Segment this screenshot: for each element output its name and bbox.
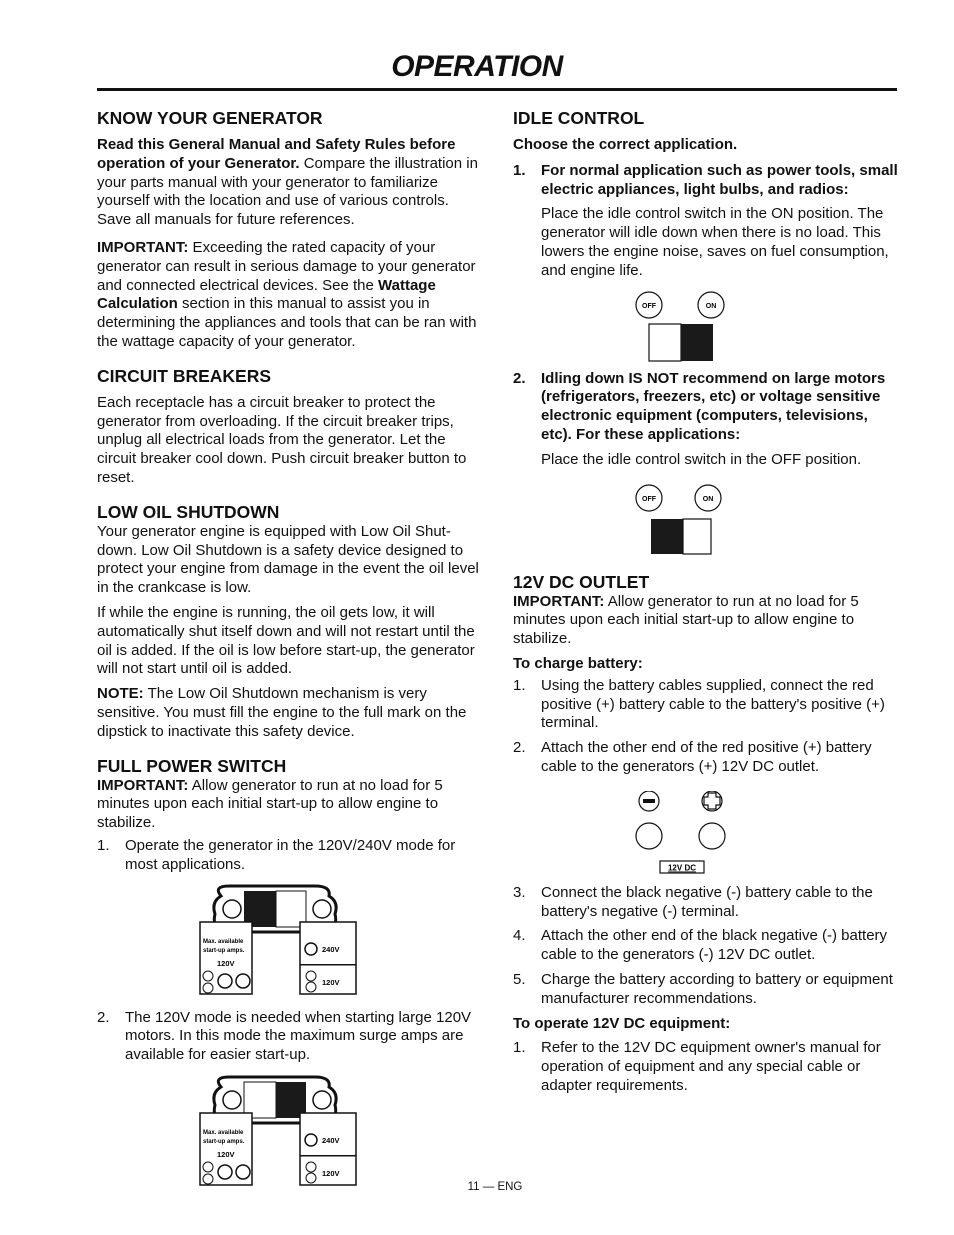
- panel-120v-b: 120V: [322, 977, 340, 987]
- outlet-icon: [306, 982, 316, 992]
- item-number: 2.: [97, 1008, 110, 1026]
- idle-switch-on-diagram: [634, 290, 734, 362]
- dc-paragraph: [513, 593, 901, 649]
- item-number: 2.: [513, 739, 526, 757]
- panel-120v: 120V: [217, 958, 235, 968]
- fullpower-heading: FULL POWER SWITCH: [97, 755, 287, 776]
- fullpower-paragraph: [97, 777, 482, 833]
- circuit-paragraph: Each receptacle has a circuit breaker to protect the generator from overloading. If the circuit breaker trips, unplug all electrical loads from the generator. Let the circuit breaker cool down. Push circuit breaker button to reset.: [97, 393, 467, 486]
- twist-lock-outlet-icon: [236, 974, 250, 988]
- item-number: 2.: [513, 369, 526, 387]
- know-p1-bold: Read this General Manual and Safety Rules before operation of your Generator.: [97, 136, 456, 172]
- outlet-icon: [306, 971, 316, 981]
- item-number: 4.: [513, 927, 526, 945]
- item-text: Connect the black negative (-) battery cable to the battery's negative (-) terminal.: [541, 883, 873, 920]
- outlet-icon: [203, 983, 213, 993]
- screw-icon: [313, 1091, 331, 1109]
- off-label: OFF: [642, 495, 656, 503]
- know-paragraph-2: [97, 239, 482, 352]
- item-text: Operate the generator in the 120V/240V mode for most applications.: [125, 836, 456, 873]
- fullpower-item-2: [97, 1009, 482, 1065]
- item-number: 5.: [513, 970, 526, 988]
- twist-lock-outlet-icon: [218, 1165, 232, 1179]
- know-heading: KNOW YOUR GENERATOR: [97, 108, 323, 128]
- item-number: 1.: [513, 161, 526, 179]
- dc-item-4: [513, 927, 901, 965]
- idle-sub: Choose the correct application.: [513, 136, 738, 153]
- wattage-calc-link: Wattage Calculation: [97, 276, 436, 313]
- dc-outlet-diagram: [634, 791, 734, 875]
- panel-label-2: start-up amps.: [203, 947, 245, 954]
- item-number: 1.: [97, 836, 110, 854]
- dc-item-2: [513, 739, 901, 777]
- full-power-switch-diagram-1: [199, 884, 359, 999]
- dc-sub-1: To charge battery:: [513, 654, 643, 672]
- dc-item-1: [513, 677, 901, 733]
- on-label: ON: [705, 302, 717, 310]
- item-text: Using the battery cables supplied, connect the red positive (+) battery cable to the battery's positive (+) terminal.: [541, 676, 885, 732]
- positive-dc-outlet-icon: [699, 823, 725, 849]
- idle-item-1-text: Place the idle control switch in the ON position. The generator will idle down when there is no load. This lowers the engine noise, saves on fuel consumption, and engine life.: [541, 205, 889, 279]
- right-column: [513, 108, 901, 1096]
- outlet-icon: [203, 971, 213, 981]
- dc-badge: 12V DC: [667, 863, 697, 873]
- page-footer: 11 — ENG: [467, 1181, 523, 1193]
- panel-240v: 240V: [322, 944, 340, 954]
- fullpower-item-1: [97, 837, 482, 875]
- lowoil-heading: LOW OIL SHUTDOWN: [97, 501, 280, 522]
- item-number: 1.: [513, 676, 526, 694]
- item-text: Attach the other end of the black negative (-) battery cable to the generators (-) 12V DC outlet.: [541, 927, 888, 964]
- lowoil-paragraph-2: If while the engine is running, the oil gets low, it will automatically shut itself down and will not restart until the oil is added. If the oil is low before start-up, the generator will not start until oil is added.: [97, 603, 475, 678]
- dc-item-5: [513, 971, 901, 1009]
- idle-switch-off-diagram: [634, 483, 734, 555]
- twist-lock-outlet-icon: [305, 1134, 317, 1146]
- screw-icon: [223, 1091, 241, 1109]
- screw-icon: [223, 900, 241, 918]
- item-text: Refer to the 12V DC equipment owner's manual for operation of equipment and any special cable or adapter requirements.: [541, 1039, 881, 1094]
- lowoil-paragraph-1: Your generator engine is equipped with Low Oil Shutdown. Low Oil Shutdown is a safety device designed to protect your engine from damage in the event the oil level in the crankcase is low.: [97, 522, 479, 597]
- fullpower-p1-text: Allow generator to run at no load for 5 minutes upon each initial start-up to allow engine to stabilize.: [97, 776, 443, 832]
- on-label: ON: [702, 495, 714, 503]
- dc-op-item: [513, 1039, 901, 1095]
- panel-240v: 240V: [322, 1135, 340, 1145]
- important-label: IMPORTANT:: [513, 592, 605, 610]
- twist-lock-outlet-icon: [236, 1165, 250, 1179]
- panel-label-1: Max. available: [203, 938, 244, 945]
- dc-p1-text: Allow generator to run at no load for 5 minutes upon each initial start-up to allow engine to stabilize.: [513, 592, 859, 648]
- twist-lock-outlet-icon: [305, 943, 317, 955]
- screw-icon: [313, 900, 331, 918]
- item-text: The 120V mode is needed when starting large 120V motors. In this mode the maximum surge amps are available for easier start-up.: [125, 1008, 472, 1064]
- dc-item-3: [513, 884, 901, 922]
- page-title: OPERATION: [391, 50, 563, 83]
- item-text: Attach the other end of the red positive (+) battery cable to the generators (+) 12V DC outlet.: [541, 739, 872, 775]
- switch-panel-illustration: [199, 884, 359, 999]
- idle-item-2: [513, 370, 901, 445]
- item-number: 1.: [513, 1039, 526, 1057]
- important-label: IMPORTANT:: [97, 238, 189, 256]
- circuit-heading: CIRCUIT BREAKERS: [97, 365, 272, 386]
- outlet-icon: [203, 1162, 213, 1172]
- item-text: Idling down IS NOT recommend on large motors (refrigerators, freezers, etc) or voltage sensitive electronic equipment (computers, televisions, etc). For these applications:: [541, 369, 886, 443]
- switch-panel-illustration: [199, 1075, 359, 1190]
- lowoil-paragraph-3: [97, 685, 482, 741]
- lowoil-p3-text: The Low Oil Shutdown mechanism is very sensitive. You must fill the engine to the full mark on the dipstick to inactivate this safety device.: [97, 685, 467, 740]
- negative-dc-outlet-icon: [636, 823, 662, 849]
- item-number: 3.: [513, 883, 526, 901]
- idle-item-1: [513, 162, 901, 200]
- panel-label-2: start-up amps.: [203, 1138, 245, 1145]
- idle-item-2-text: Place the idle control switch in the OFF position.: [541, 450, 862, 468]
- idle-heading: IDLE CONTROL: [513, 108, 645, 128]
- left-column: [97, 108, 482, 1190]
- panel-120v: 120V: [217, 1149, 235, 1159]
- dc-sub-2: To operate 12V DC equipment:: [513, 1014, 731, 1032]
- title-rule: [97, 88, 897, 91]
- item-text: For normal application such as power tools, small electric appliances, light bulbs, and radios:: [541, 161, 898, 198]
- full-power-switch-diagram-2: [199, 1075, 359, 1190]
- panel-label-1: Max. available: [203, 1129, 244, 1136]
- know-paragraph-1: [97, 136, 482, 230]
- off-label: OFF: [642, 302, 656, 310]
- know-p2-text-b: section in this manual to assist you in determining the appliances and tools that can be ran with the wattage capacity of your generator.: [97, 295, 477, 350]
- know-p2-text-a: Exceeding the rated capacity of your generator can result in serious damage to your generator and connected electrical devices. See the: [97, 238, 476, 294]
- outlet-icon: [306, 1162, 316, 1172]
- dc-heading: 12V DC OUTLET: [513, 571, 650, 592]
- item-text: Charge the battery according to battery or equipment manufacturer recommendations.: [541, 970, 893, 1007]
- important-label: IMPORTANT:: [97, 776, 189, 794]
- twist-lock-outlet-icon: [218, 974, 232, 988]
- know-p1-text: Compare the illustration in your parts manual with your generator to familiarize yourself with the location and use of various controls. Save all manuals for future references.: [97, 154, 478, 229]
- note-label: NOTE:: [97, 685, 144, 703]
- panel-120v-b: 120V: [322, 1168, 340, 1178]
